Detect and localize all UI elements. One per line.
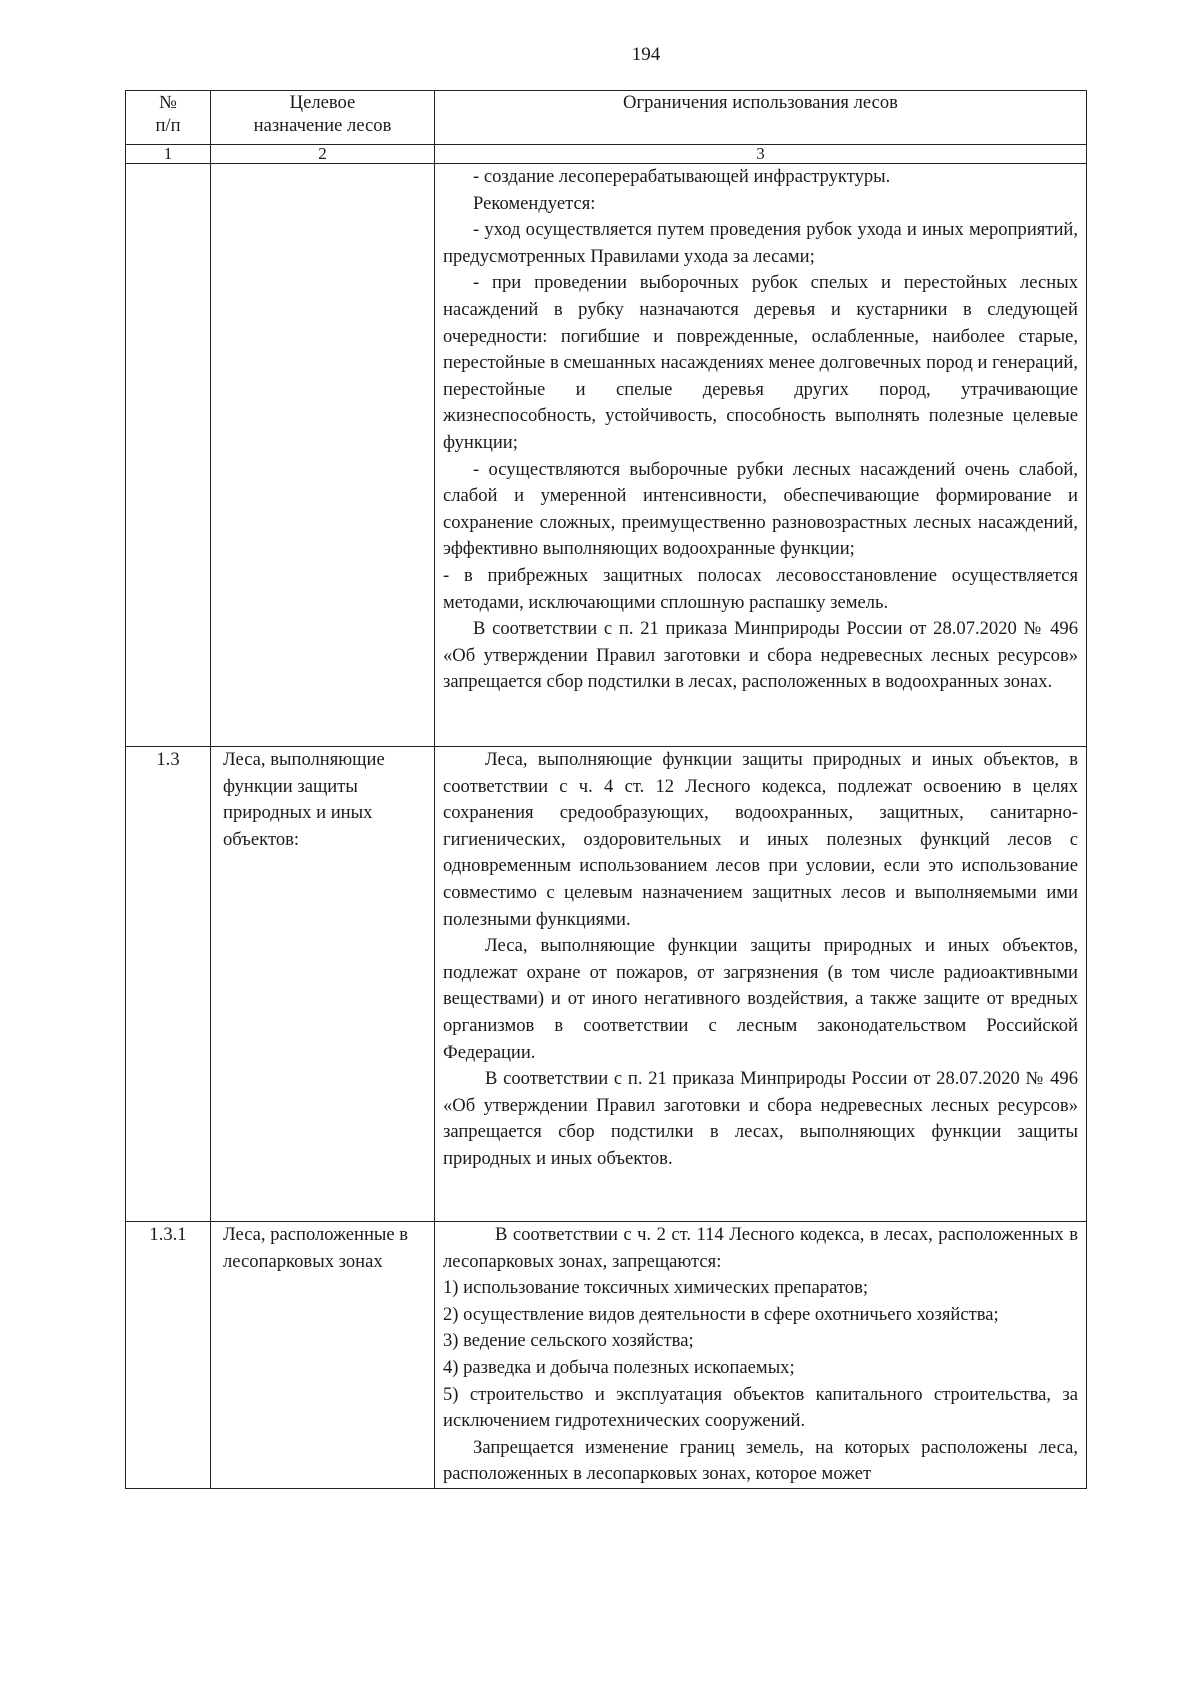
- row-restrictions-cell: [435, 747, 1087, 1222]
- header-col-purpose: [211, 91, 435, 145]
- paragraph: Запрещается изменение границ земель, на которых расположены леса, расположенных в лесопарковых зонах, которое может: [443, 1436, 1078, 1485]
- paragraph: Леса, выполняющие функции защиты природных и иных объектов, в соответствии с ч. 4 ст. 12 Лесного кодекса, подлежат освоению в целях сохранения средообразующих, водоохранных, защитных, санитарно-гигиенических, оздоровительных и иных полезных функций лесов с одновременным использованием лесов при условии, если это использование совместимо с целевым назначением защитных лесов и выполняемыми ими полезными функциями.: [443, 749, 1078, 930]
- paragraph: - при проведении выборочных рубок спелых и перестойных лесных насаждений в рубку назначаются деревья и кустарники в следующей очередности: погибшие и поврежденные, ослабленные, наиболее старые, перестойные в смешанных насаждениях менее долговечных пород и генераций, перестойные и спелые деревья других пород, утрачивающие жизнеспособность, устойчивость, способность выполнять полезные целевые функции;: [443, 272, 1078, 453]
- header-col-number: [126, 91, 211, 145]
- page-number: 194: [631, 44, 661, 65]
- column-number-2: 2: [211, 145, 435, 164]
- table-row-1-3: [126, 747, 1087, 1222]
- paragraph: В соответствии с ч. 2 ст. 114 Лесного кодекса, в лесах, расположенных в лесопарковых зонах, запрещаются:: [443, 1224, 1078, 1272]
- header-col-purpose-line1: Целевое: [289, 92, 356, 113]
- restrictions-table: [125, 90, 1087, 1489]
- row-restrictions-cell: [435, 1222, 1087, 1489]
- header-col-restrictions: Ограничения использования лесов: [435, 91, 1087, 145]
- paragraph: Рекомендуется:: [473, 192, 596, 214]
- table-row-1-3-1: [126, 1222, 1087, 1489]
- paragraph: 2) осуществление видов деятельности в сфере охотничьего хозяйства;: [443, 1303, 999, 1325]
- paragraph: Леса, выполняющие функции защиты природных и иных объектов, подлежат охране от пожаров, от загрязнения (в том числе радиоактивными веществами) и от иного негативного воздействия, а также защите от вредных организмов в соответствии с лесным законодательством Российской Федерации.: [443, 935, 1078, 1063]
- paragraph: В соответствии с п. 21 приказа Минприроды России от 28.07.2020 № 496 «Об утверждении Правил заготовки и сбора недревесных лесных ресурсов» запрещается сбор подстилки в лесах, расположенных в водоохранных зонах.: [443, 618, 1078, 693]
- header-col-number-line1: №: [159, 92, 177, 113]
- paragraph: 4) разведка и добыча полезных ископаемых;: [443, 1356, 795, 1378]
- paragraph: 3) ведение сельского хозяйства;: [443, 1330, 694, 1352]
- row-purpose-cell: Леса, расположенные в лесопарковых зонах: [211, 1222, 435, 1489]
- row-number-cell: 1.3: [126, 747, 211, 1222]
- paragraph: 1) использование токсичных химических препаратов;: [443, 1277, 869, 1299]
- column-number-3: 3: [435, 145, 1087, 164]
- paragraph: - уход осуществляется путем проведения рубок ухода и иных мероприятий, предусмотренных Правилами ухода за лесами;: [443, 219, 1078, 267]
- row-number-cell: 1.3.1: [126, 1222, 211, 1489]
- paragraph: - создание лесоперерабатывающей инфраструктуры.: [473, 166, 891, 187]
- column-number-1: 1: [126, 145, 211, 164]
- paragraph: В соответствии с п. 21 приказа Минприроды России от 28.07.2020 № 496 «Об утверждении Правил заготовки и сбора недревесных лесных ресурсов» запрещается сбор подстилки в лесах, выполняющих функции защиты природных и иных объектов.: [443, 1068, 1078, 1169]
- header-col-purpose-line2: назначение лесов: [253, 115, 392, 136]
- paragraph: - в прибрежных защитных полосах лесовосстановление осуществляется методами, исключающими сплошную распашку земель.: [443, 564, 1078, 613]
- table-header-row: [126, 91, 1087, 145]
- column-number-row: [126, 145, 1087, 164]
- paragraph: 5) строительство и эксплуатация объектов капитального строительства, за исключением гидротехнических сооружений.: [443, 1383, 1078, 1432]
- row-purpose-cell: [211, 164, 435, 747]
- table-row-continued: [126, 164, 1087, 747]
- row-purpose-cell: Леса, выполняющие функции защиты природных и иных объектов:: [211, 747, 435, 1222]
- paragraph: - осуществляются выборочные рубки лесных насаждений очень слабой, слабой и умеренной интенсивности, обеспечивающие формирование и сохранение сложных, преимущественно разновозрастных лесных насаждений, эффективно выполняющих водоохранные функции;: [443, 458, 1078, 560]
- row-number-cell: [126, 164, 211, 747]
- row-restrictions-cell: [435, 164, 1087, 747]
- header-col-number-line2: п/п: [155, 115, 181, 136]
